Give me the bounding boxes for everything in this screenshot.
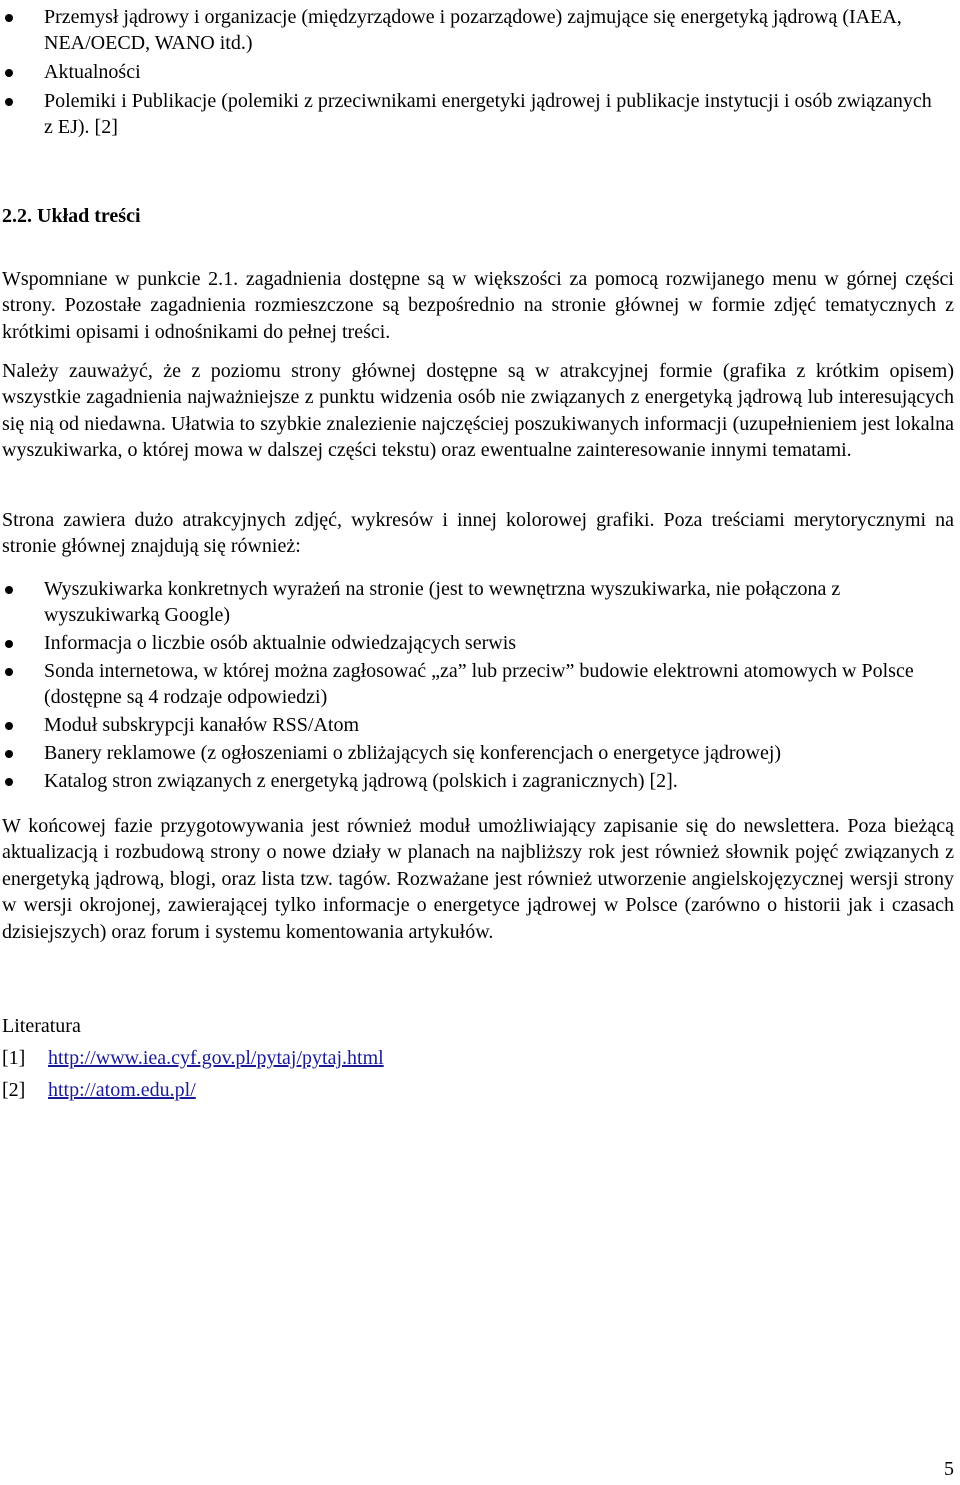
list-item-text: Polemiki i Publikacje (polemiki z przeciwnikami energetyki jądrowej i publikacje instytucji i osób związanych z EJ). [2] bbox=[44, 90, 932, 138]
list-item bbox=[2, 768, 942, 794]
list-item bbox=[2, 576, 942, 628]
reference-link[interactable]: http://www.iea.cyf.gov.pl/pytaj/pytaj.html bbox=[48, 1047, 384, 1069]
list-item bbox=[2, 630, 942, 656]
reference-number: [2] bbox=[2, 1079, 26, 1101]
bullet-icon bbox=[5, 98, 13, 106]
bullet-icon bbox=[5, 69, 13, 77]
bullet-icon bbox=[5, 14, 13, 22]
paragraph-plans: W końcowej fazie przygotowywania jest również moduł umożliwiający zapisanie się do newslettera. Poza bieżącą aktualizacją i rozbudową strony o nowe działy w planach na najbliższy rok jest również słownik pojęć związanych z energetyką jądrową, blogi, oraz lista tzw. tagów. Rozważane jest również utworzenie angielskojęzycznej wersji strony w wersji okrojonej, zawierającej tylko informacje o energetyce jądrowej w Polsce (zarówno o historii jak i czasach dzisiejszych) oraz forum i systemu komentowania artykułów. bbox=[2, 815, 954, 943]
literature-heading: Literatura bbox=[2, 1015, 81, 1037]
page-number: 5 bbox=[944, 1458, 954, 1480]
reference-item bbox=[2, 1042, 384, 1074]
reference-number: [1] bbox=[2, 1047, 26, 1069]
bullet-icon bbox=[5, 586, 13, 594]
reference-link[interactable]: http://atom.edu.pl/ bbox=[48, 1079, 196, 1101]
bullet-icon bbox=[5, 722, 13, 730]
list-item bbox=[2, 59, 932, 85]
list-item bbox=[2, 740, 942, 766]
list-item-text: Aktualności bbox=[44, 61, 141, 83]
paragraph-homepage: Należy zauważyć, że z poziomu strony głównej dostępne są w atrakcyjnej formie (grafika z krótkim opisem) wszystkie zagadnienia najważniejsze z punktu widzenia osób nie związanych z energetyką jądrową lub interesujących się nią od niedawna. Ułatwia to szybkie znalezienie najczęściej poszukiwanych informacji (uzupełnieniem jest lokalna wyszukiwarka, o której mowa w dalszej części tekstu) oraz ewentualne zainteresowanie innymi tematami. bbox=[2, 360, 954, 462]
reference-item bbox=[2, 1074, 384, 1106]
paragraph-graphics: Strona zawiera dużo atrakcyjnych zdjęć, wykresów i innej kolorowej grafiki. Poza treściami merytorycznymi na stronie głównej znajdują się również: bbox=[2, 509, 954, 558]
list-item bbox=[2, 712, 942, 738]
list-item-text: Sonda internetowa, w której można zagłosować „za” lub przeciw” budowie elektrowni atomowych w Polsce (dostępne są 4 rodzaje odpowiedzi) bbox=[44, 660, 914, 708]
list-item-text: Informacja o liczbie osób aktualnie odwiedzających serwis bbox=[44, 632, 517, 654]
feature-list bbox=[2, 576, 942, 796]
list-item-text: Banery reklamowe (z ogłoszeniami o zbliżających się konferencjach o energetyce jądrowej) bbox=[44, 742, 782, 764]
list-item-text: Wyszukiwarka konkretnych wyrażeń na stronie (jest to wewnętrzna wyszukiwarka, nie połączona z wyszukiwarką Google) bbox=[44, 578, 841, 626]
list-item bbox=[2, 88, 932, 140]
paragraph-layout: Wspomniane w punkcie 2.1. zagadnienia dostępne są w większości za pomocą rozwijanego menu w górnej części strony. Pozostałe zagadnienia rozmieszczone są bezpośrednio na stronie głównej w formie zdjęć tematycznych z krótkimi opisami i odnośnikami do pełnej treści. bbox=[2, 268, 954, 343]
list-item bbox=[2, 4, 932, 56]
bullet-icon bbox=[5, 640, 13, 648]
bullet-icon bbox=[5, 750, 13, 758]
section-heading: 2.2. Układ treści bbox=[2, 205, 141, 227]
reference-list bbox=[2, 1042, 384, 1106]
list-item-text: Przemysł jądrowy i organizacje (międzyrządowe i pozarządowe) zajmujące się energetyką jądrową (IAEA, NEA/OECD, WANO itd.) bbox=[44, 6, 902, 54]
list-item-text: Katalog stron związanych z energetyką jądrową (polskich i zagranicznych) [2]. bbox=[44, 770, 678, 792]
bullet-icon bbox=[5, 778, 13, 786]
list-item-text: Moduł subskrypcji kanałów RSS/Atom bbox=[44, 714, 360, 736]
topic-list bbox=[2, 4, 932, 143]
list-item bbox=[2, 658, 942, 710]
bullet-icon bbox=[5, 668, 13, 676]
